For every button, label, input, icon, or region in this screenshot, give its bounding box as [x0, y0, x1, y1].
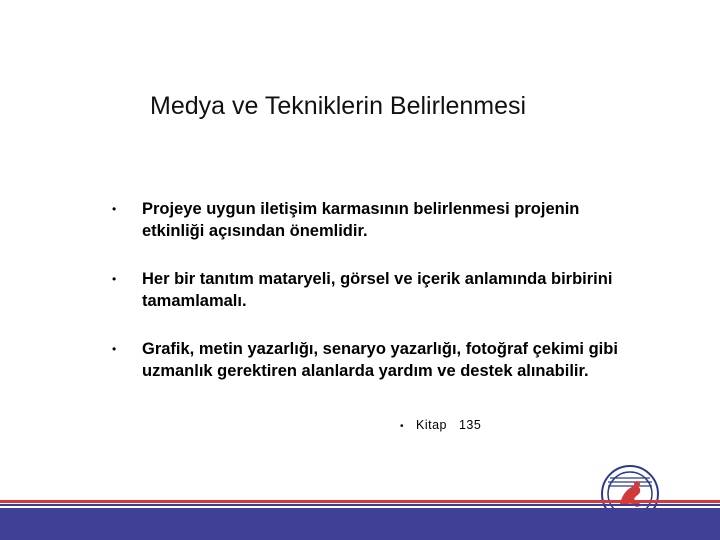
list-item: [112, 338, 692, 382]
bullet-text-line: Her bir tanıtım mataryeli, görsel ve içerik anlamında birbirini: [142, 270, 613, 288]
source-label: Kitap: [416, 418, 447, 432]
footer-line-blue: [0, 504, 720, 506]
bullet-text-line: uzmanlık gerektiren alanlarda yardım ve destek alınabilir.: [142, 362, 589, 380]
bullet-list: [112, 198, 692, 408]
list-item: [112, 198, 692, 242]
bullet-text-line: Projeye uygun iletişim karmasının belirlenmesi projenin: [142, 200, 580, 218]
footer-line-red: [0, 500, 720, 503]
bullet-text-line: etkinliği açısından önemlidir.: [142, 222, 368, 240]
source-page: 135: [458, 418, 482, 432]
footer-band: [0, 508, 720, 540]
list-item: [112, 268, 692, 312]
bullet-text-line: tamamlamalı.: [142, 292, 247, 310]
bullet-point-icon: •: [112, 202, 117, 216]
slide-title: Medya ve Tekniklerin Belirlenmesi: [150, 92, 527, 120]
bullet-point-icon: •: [112, 342, 117, 356]
bullet-point-icon: •: [112, 272, 117, 286]
source-note: [400, 418, 481, 432]
bullet-text-line: Grafik, metin yazarlığı, senaryo yazarlığı, fotoğraf çekimi gibi: [142, 340, 618, 358]
bullet-point-icon: •: [400, 421, 405, 432]
